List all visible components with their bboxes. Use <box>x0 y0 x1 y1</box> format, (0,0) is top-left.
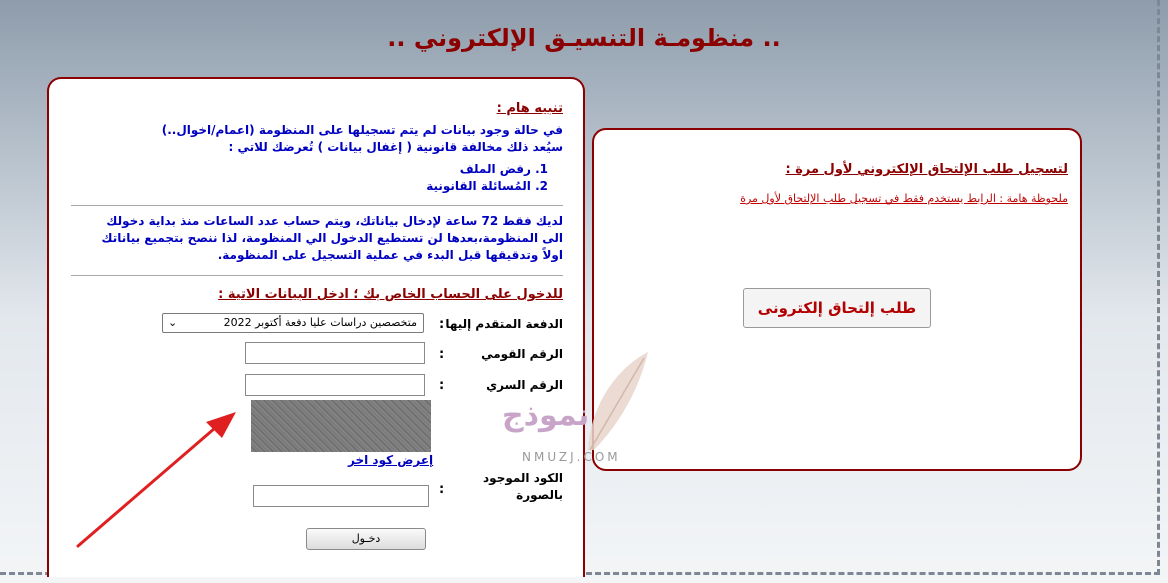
batch-label: الدفعة المتقدم إليها <box>445 317 563 331</box>
captcha-input[interactable] <box>253 485 429 507</box>
colon: : <box>439 347 445 362</box>
login-section-title: للدخول على الحساب الخاص بك ؛ ادخل البيانات الاتية : <box>218 287 563 302</box>
colon: : <box>439 317 445 332</box>
batch-select-value: متخصصين دراسات عليا دفعة أكتوبر 2022 <box>223 316 417 329</box>
consequence-item: 2. المُسائلة القانونية <box>426 179 548 193</box>
chevron-down-icon: ⌄ <box>168 316 178 329</box>
password-input[interactable] <box>245 374 425 396</box>
captcha-image <box>251 400 431 452</box>
time-limit-note: لديك فقط 72 ساعة لإدخال بياناتك، ويتم حساب عدد الساعات منذ بداية دخولك الى المنظومة،بعدها لن تستطيع الدخول الي المنظومة، لذا ننصح بتجميع بياناتك اولاً وتدقيقها قبل البدء في عملية التسجيل على المنظومة. <box>101 214 563 262</box>
watermark <box>498 350 668 470</box>
divider <box>71 275 563 276</box>
page-title: .. منظومـة التنسيـق الإلكتروني .. <box>387 24 781 52</box>
refresh-captcha-link[interactable]: إعرض كود اخر <box>348 453 434 467</box>
registration-note: ملحوظة هامة : الرابط يستخدم فقط في تسجيل طلب الإلتحاق لأول مرة <box>740 192 1068 205</box>
watermark-logo: نموذج <box>502 398 590 433</box>
registration-title: لتسجيل طلب الإلتحاق الإلكتروني لأول مرة : <box>785 162 1068 177</box>
watermark-text: NMUZJ.COM <box>522 450 621 464</box>
password-label: الرقم السري <box>486 378 563 392</box>
consequence-item: 1. رفض الملف <box>459 162 548 176</box>
colon: : <box>439 482 445 497</box>
national-id-label: الرقم القومي <box>481 347 563 361</box>
colon: : <box>439 378 445 393</box>
red-arrow-annotation <box>70 408 250 558</box>
captcha-label: بالصورة <box>516 488 563 502</box>
notice-line-2: سيُعد ذلك مخالفة قانونية ( إغفال بيانات ) تُعرضك للاتي : <box>228 140 563 154</box>
new-application-button[interactable]: طلب إلتحاق إلكترونى <box>743 288 931 328</box>
divider <box>71 205 563 206</box>
captcha-label: الكود الموجود <box>483 471 563 485</box>
batch-select[interactable] <box>162 313 424 333</box>
national-id-input[interactable] <box>245 342 425 364</box>
notice-line-1: في حالة وجود بيانات لم يتم تسجيلها على المنظومة (اعمام/اخوال..) <box>161 123 563 137</box>
notice-title: تنبيه هام : <box>496 101 563 116</box>
login-button[interactable]: دخـول <box>306 528 426 550</box>
